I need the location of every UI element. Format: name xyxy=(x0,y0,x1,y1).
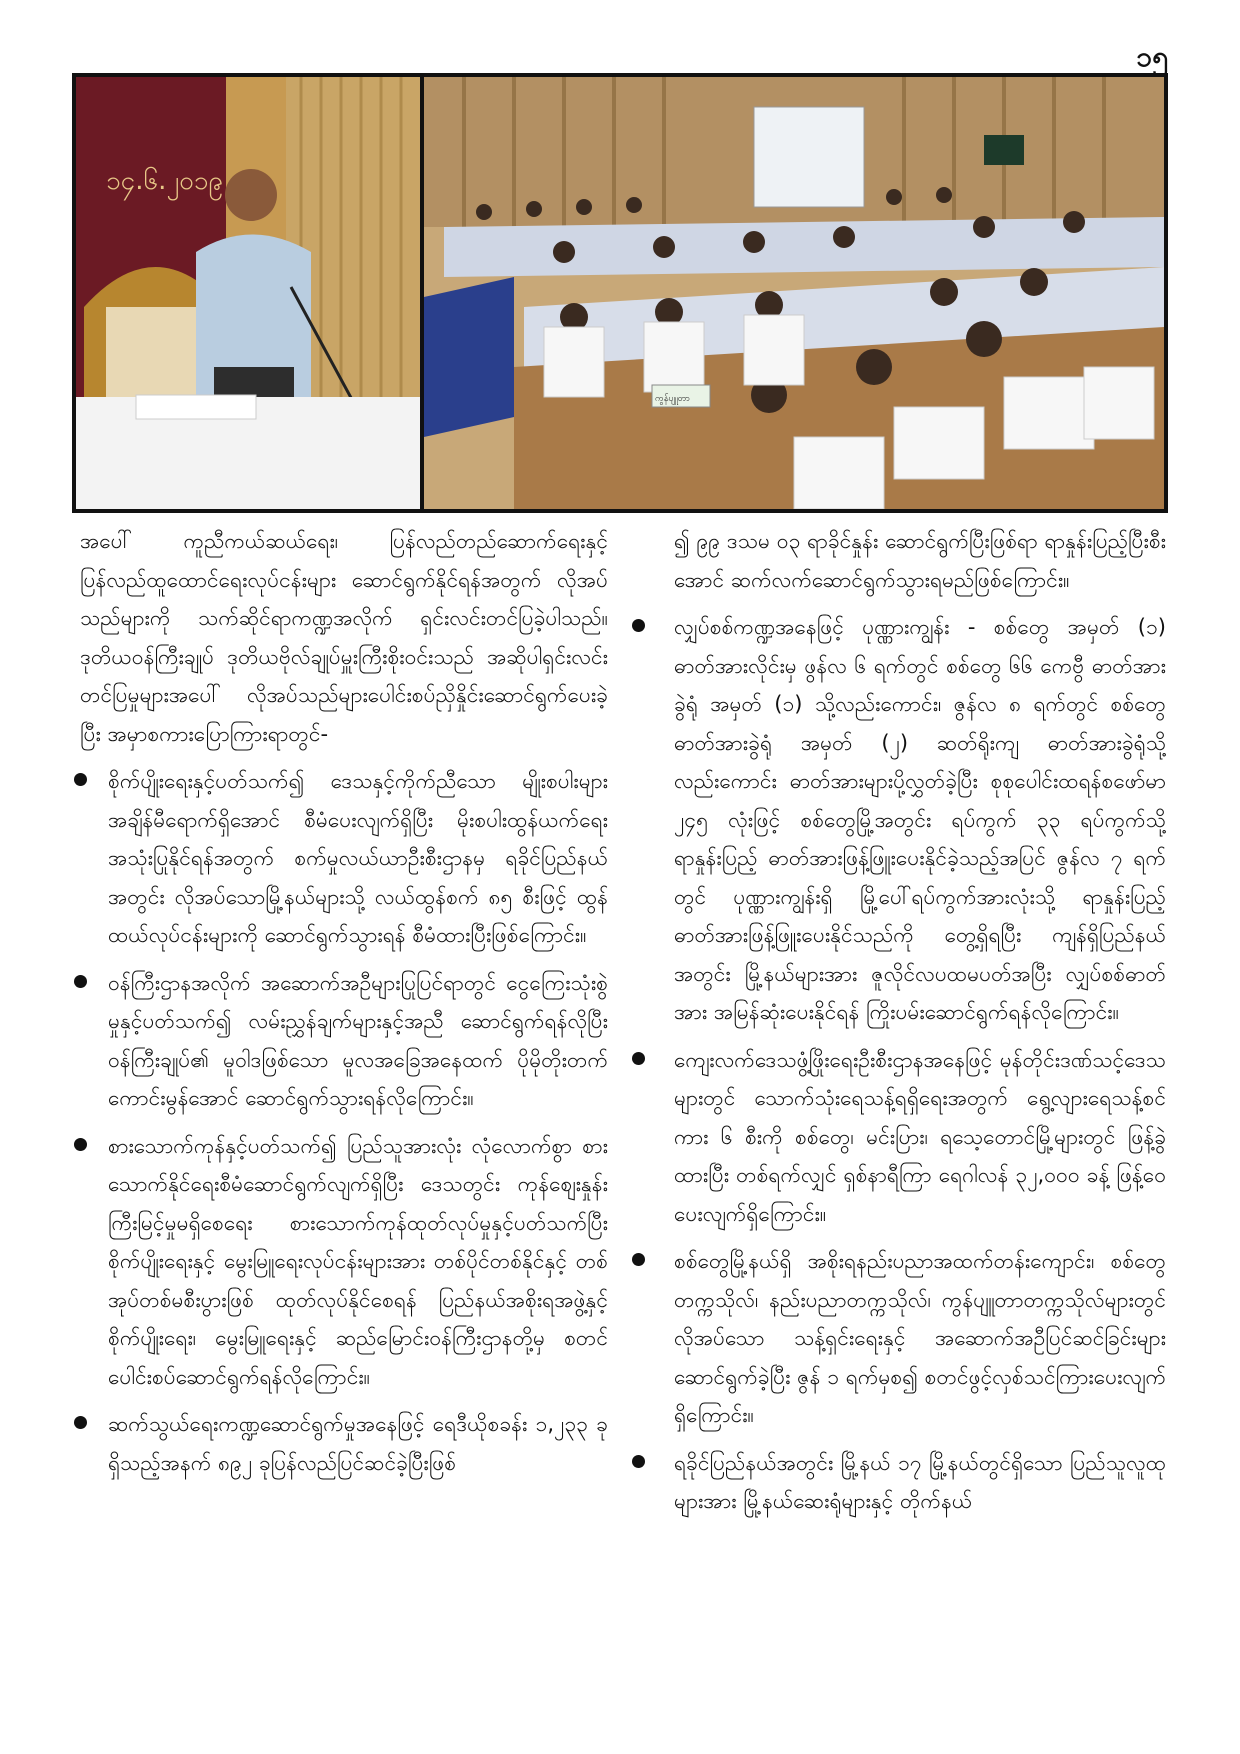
bullet-icon xyxy=(632,1253,645,1266)
meeting-hall-photo xyxy=(424,77,1164,509)
list-item xyxy=(80,964,608,1118)
list-item xyxy=(80,762,608,955)
list-item-text: ဝန်ကြီးဌာနအလိုက် အဆောက်အဦများပြုပြင်ရာတွင် ငွေကြေးသုံးစွဲမှုနှင့်ပတ်သက်၍ လမ်းညွှန်ချက်များနှင့်အညီ ဆောင်ရွက်ရန်လိုပြီး ဝန်ကြီးချုပ်၏ မူဝါဒဖြစ်သော မူလအခြေအနေထက် ပိုမိုတိုးတက်ကောင်းမွန်အောင် ဆောင်ရွက်သွားရန်လိုကြောင်း။ xyxy=(108,970,608,1110)
meeting-photo xyxy=(72,73,1168,513)
list-item xyxy=(638,1242,1166,1435)
speaker-photo xyxy=(76,77,420,509)
list-item-text: စိုက်ပျိုးရေးနှင့်ပတ်သက်၍ ဒေသနှင့်ကိုက်ညီသော မျိုးစပါးများ အချိန်မီရောက်ရှိအောင် စီမံပေးလျက်ရှိပြီး မိုးစပါးထွန်ယက်ရေးအသုံးပြုနိုင်ရန်အတွက် စက်မှုလယ်ယာဦးစီးဌာနမှ ရခိုင်ပြည်နယ်အတွင်း လိုအပ်သောမြို့နယ်များသို့ လယ်ထွန်စက် ၈၅ စီးဖြင့် ထွန်ထယ်လုပ်ငန်းများကို ဆောင်ရွက်သွားရန် စီမံထားပြီးဖြစ်ကြောင်း။ xyxy=(108,769,608,947)
continuation-paragraph: ၍ ၉၉ ဒသမ ၀၃ ရာခိုင်နှုန်း ဆောင်ရွက်ပြီးဖြစ်ရာ ရာနှုန်းပြည့်ပြီးစီးအောင် ဆက်လက်ဆောင်ရွက်သွားရမည်ဖြစ်ကြောင်း။ xyxy=(674,529,1166,592)
right-column xyxy=(638,522,1166,1521)
date-sign: ၁၄.၆.၂၀၁၉ xyxy=(106,166,224,196)
bullet-icon xyxy=(74,773,87,786)
bullet-icon xyxy=(74,975,87,988)
list-item-text: စားသောက်ကုန်နှင့်ပတ်သက်၍ ပြည်သူအားလုံး လုံလောက်စွာ စားသောက်နိုင်ရေးစီမံဆောင်ရွက်လျက်ရှိပြီး ဒေသတွင်း ကုန်စျေးနှုန်းကြီးမြင့်မှုမရှိစေရေး စားသောက်ကုန်ထုတ်လုပ်မှုနှင့်ပတ်သက်ပြီး စိုက်ပျိုးရေးနှင့် မွေးမြူရေးလုပ်ငန်းများအား တစ်ပိုင်တစ်နိုင်နှင့် တစ်အုပ်တစ်မစီးပွားဖြစ် ထုတ်လုပ်နိုင်စေရန် ပြည်နယ်အစိုးရအဖွဲ့နှင့် စိုက်ပျိုးရေး၊ မွေးမြူရေးနှင့် ဆည်မြောင်းဝန်ကြီးဌာနတို့မှ စတင်ပေါင်းစပ်ဆောင်ရွက်ရန်လိုကြောင်း။ xyxy=(108,1133,608,1389)
intro-paragraph: အပေါ် ကူညီကယ်ဆယ်ရေး၊ ပြန်လည်တည်ဆောက်ရေးနှင့် ပြန်လည်ထူထောင်ရေးလုပ်ငန်းများ ဆောင်ရွက်နိုင်ရန်အတွက် လိုအပ်သည်များကို သက်ဆိုင်ရာကဏ္ဍအလိုက် ရှင်းလင်းတင်ပြခဲ့ပါသည်။ ဒုတိယဝန်ကြီးချုပ် ဒုတိယဗိုလ်ချုပ်မှူးကြီးစိုးဝင်းသည် အဆိုပါရှင်းလင်းတင်ပြမှုများအပေါ် လိုအပ်သည်များပေါင်းစပ်ညှိနှိုင်းဆောင်ရွက်ပေးခဲ့ပြီး အမှာစကားပြောကြားရာတွင်- xyxy=(80,529,608,746)
list-item-text: စစ်တွေမြို့နယ်ရှိ အစိုးရနည်းပညာအထက်တန်းကျောင်း၊ စစ်တွေတက္ကသိုလ်၊ နည်းပညာတက္ကသိုလ်၊ ကွန်ပျူတာတက္ကသိုလ်များတွင် လိုအပ်သော သန့်ရှင်းရေးနှင့် အဆောက်အဦပြင်ဆင်ခြင်းများ ဆောင်ရွက်ခဲ့ပြီး ဇွန် ၁ ရက်မှစ၍ စတင်ဖွင့်လှစ်သင်ကြားပေးလျက်ရှိကြောင်း။ xyxy=(674,1249,1166,1427)
list-item-text: ရခိုင်ပြည်နယ်အတွင်း မြို့နယ် ၁၇ မြို့နယ်တွင်ရှိသော ပြည်သူလူထုများအား မြို့နယ်ဆေးရုံများနှင့် တိုက်နယ် xyxy=(674,1450,1166,1513)
table-placard: ကွန်ပျူတာ xyxy=(655,394,691,404)
list-item-text: လျှပ်စစ်ကဏ္ဍအနေဖြင့် ပုဏ္ဏားကျွန်း - စစ်တွေ အမှတ် (၁) ဓာတ်အားလိုင်းမှ ဖွန်လ ၆ ရက်တွင် စစ်တွေ ၆၆ ကေဗွီ ဓာတ်အားခွဲရုံ အမှတ် (၁) သို့လည်းကောင်း၊ ဇွန်လ ၈ ရက်တွင် စစ်တွေဓာတ်အားခွဲရုံ အမှတ် (၂) ဆတ်ရိုးကျ ဓာတ်အားခွဲရုံသို့လည်းကောင်း ဓာတ်အားများပို့လွှတ်ခဲ့ပြီး စုစုပေါင်းထရန်စဖော်မာ ၂၄၅ လုံးဖြင့် စစ်တွေမြို့အတွင်း ရပ်ကွက် ၃၃ ရပ်ကွက်သို့ ရာနှုန်းပြည့် ဓာတ်အားဖြန့်ဖြူးပေးနိုင်ခဲ့သည့်အပြင် ဇွန်လ ၇ ရက်တွင် ပုဏ္ဏားကျွန်းရှိ မြို့ပေါ်ရပ်ကွက်အားလုံးသို့ ရာနှုန်းပြည့် ဓာတ်အားဖြန့်ဖြူးပေးနိုင်သည်ကို တွေ့ရှိရပြီး ကျန်ရှိပြည်နယ်အတွင်း မြို့နယ်များအား ဇူလိုင်လပထမပတ်အပြီး လျှပ်စစ်ဓာတ်အား အမြန်ဆုံးပေးနိုင်ရန် ကြိုးပမ်းဆောင်ရွက်ရန်လိုကြောင်း။ xyxy=(674,615,1166,1024)
list-item xyxy=(638,608,1166,1032)
left-bullet-list xyxy=(80,762,608,1482)
list-item-text: ကျေးလက်ဒေသဖွံ့ဖြိုးရေးဦးစီးဌာနအနေဖြင့် မုန်တိုင်းဒဏ်သင့်ဒေသများတွင် သောက်သုံးရေသန့်ရရှိရေးအတွက် ရွေ့လျားရေသန့်စင်ကား ၆ စီးကို စစ်တွေ၊ မင်းပြား၊ ရသေ့တောင်မြို့များတွင် ဖြန့်ခွဲထားပြီး တစ်ရက်လျှင် ရှစ်နာရီကြာ ရေဂါလန် ၃၂,၀၀၀ ခန့် ဖြန့်ဝေပေးလျက်ရှိကြောင်း။ xyxy=(674,1047,1166,1226)
bullet-icon xyxy=(74,1138,87,1151)
list-item xyxy=(80,1405,608,1482)
left-column xyxy=(80,522,608,1482)
bullet-icon xyxy=(74,1416,87,1429)
page-number: ၁၅ xyxy=(1136,40,1168,73)
list-item-text: ဆက်သွယ်ရေးကဏ္ဍဆောင်ရွက်မှုအနေဖြင့် ရေဒီယိုစခန်း ၁,၂၃၃ ခုရှိသည့်အနက် ၈၉၂ ခုပြန်လည်ပြင်ဆင်ခဲ့ပြီးဖြစ် xyxy=(108,1412,608,1475)
list-item xyxy=(638,1041,1166,1234)
bullet-icon xyxy=(632,1052,645,1065)
right-bullet-list xyxy=(638,608,1166,1521)
list-item xyxy=(638,1444,1166,1521)
list-item xyxy=(80,1127,608,1397)
bullet-icon xyxy=(632,619,645,632)
bullet-icon xyxy=(632,1455,645,1468)
